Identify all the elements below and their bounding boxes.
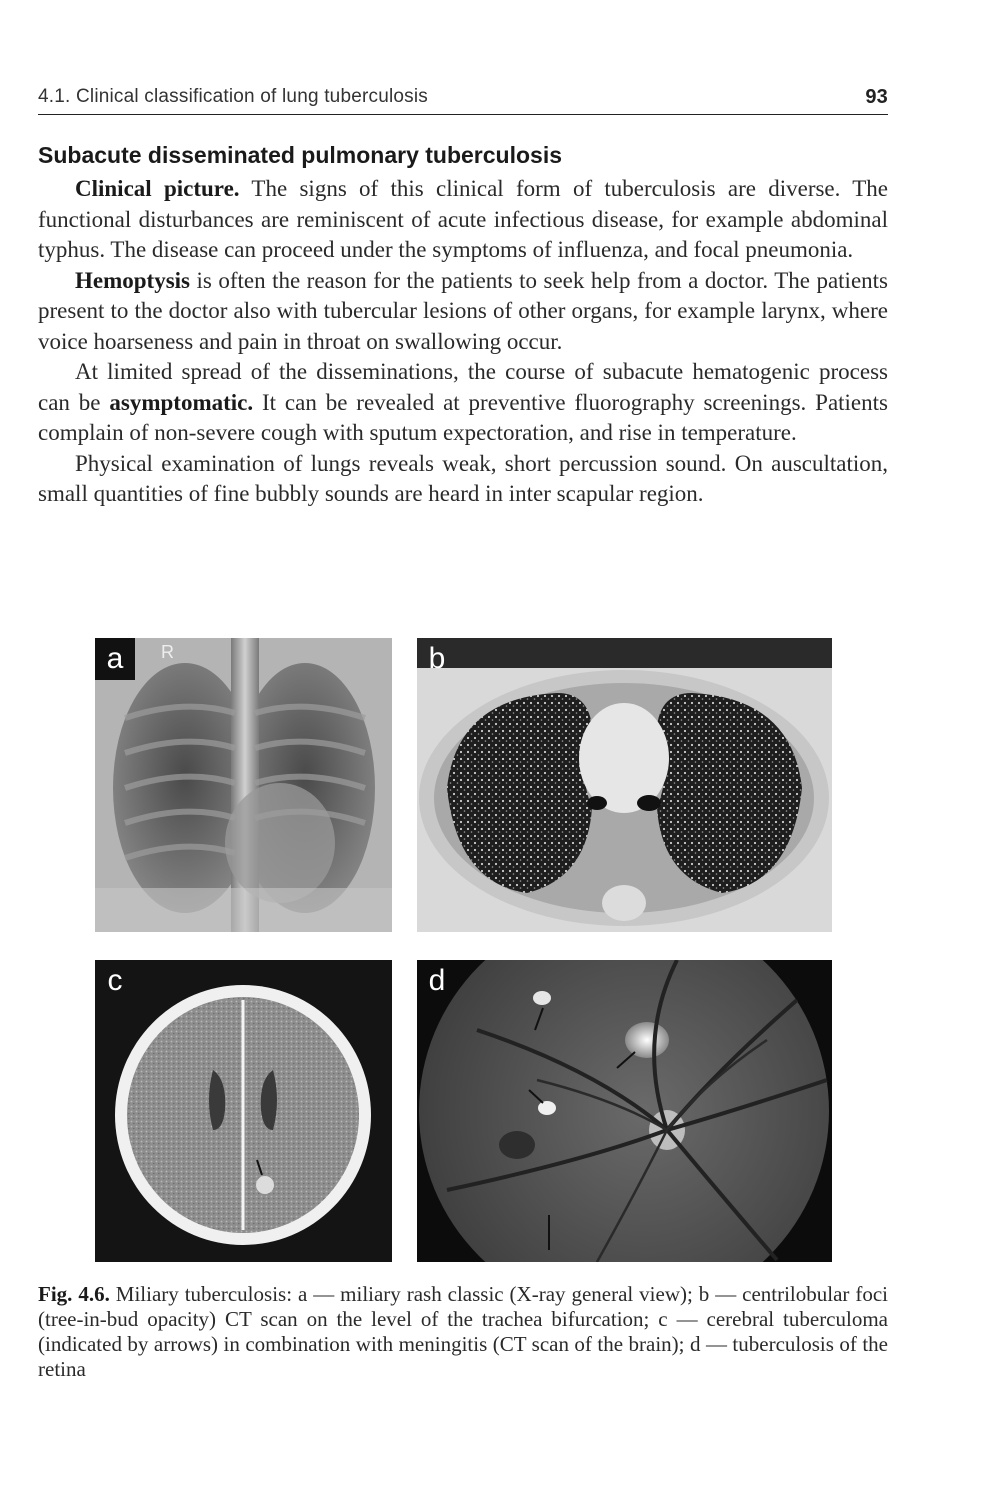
panel-a-chest-xray — [95, 638, 392, 932]
section-title: Subacute disseminated pulmonary tuberculosis — [38, 142, 563, 168]
page-number: 93 — [865, 86, 888, 108]
caption-text: Miliary tuberculosis: a — miliary rash classic (X-ray general view); b — centrilobular foci (tree-in-bud opacity) CT scan on the level of the trachea bifurcation; c — cerebral tuberculoma (indicated by arrows) in combination with meningitis (CT scan of the brain); d — tuberculosis of the retina — [38, 1282, 888, 1381]
figure-caption — [38, 1282, 888, 1382]
paragraph-physical-exam — [38, 449, 888, 510]
emph-asymptomatic: asymptomatic. — [109, 389, 254, 415]
paragraph-text: is often the reason for the patients to seek help from a doctor. The patients present to the doctor also with tubercular lesions of other organs, for example larynx, where voice hoarseness and pain in throat on swallowing occur. — [38, 267, 888, 354]
paragraph-text: The signs of this clinical form of tuberculosis are diverse. The functional disturbances are reminiscent of acute infectious disease, for example abdominal typhus. The disease can proceed under the symptoms of influenza, and focal pneumonia. — [38, 176, 889, 262]
brain-ct-image — [95, 960, 392, 1262]
lead-clinical-picture: Clinical picture. — [75, 176, 240, 201]
paragraph-text: At limited spread of the disseminations, the course of subacute hematogenic process can be — [38, 359, 888, 415]
panel-label-b: b — [428, 642, 446, 675]
paragraph-clinical-picture — [38, 174, 888, 266]
paragraph-hemoptysis — [38, 266, 888, 358]
running-header — [38, 86, 888, 115]
retina-fundus-image — [417, 960, 832, 1262]
running-title: 4.1. Clinical classification of lung tuberculosis — [38, 86, 428, 107]
xray-side-marker: R — [161, 642, 174, 662]
lead-hemoptysis: Hemoptysis — [75, 267, 190, 293]
chest-ct-image — [417, 638, 832, 932]
panel-b-chest-ct — [417, 638, 832, 932]
panel-label-d: d — [428, 964, 446, 997]
paragraph-text: It can be revealed at preventive fluorography screenings. Patients complain of non-severe cough with sputum expectoration, and rise in temperature. — [38, 389, 888, 445]
panel-label-c: c — [107, 964, 123, 997]
figure-4-6 — [95, 638, 832, 1262]
caption-label: Fig. 4.6. — [38, 1282, 110, 1306]
chest-xray-image — [95, 638, 392, 932]
panel-c-brain-ct — [95, 960, 392, 1262]
paragraph-text: Physical examination of lungs reveals weak, short percussion sound. On auscultation, small quantities of fine bubbly sounds are heard in inter scapular region. — [38, 450, 888, 506]
panel-d-retina — [417, 960, 832, 1262]
paragraph-asymptomatic — [38, 357, 888, 449]
panel-label-a: a — [95, 638, 135, 680]
body-text — [38, 174, 888, 510]
